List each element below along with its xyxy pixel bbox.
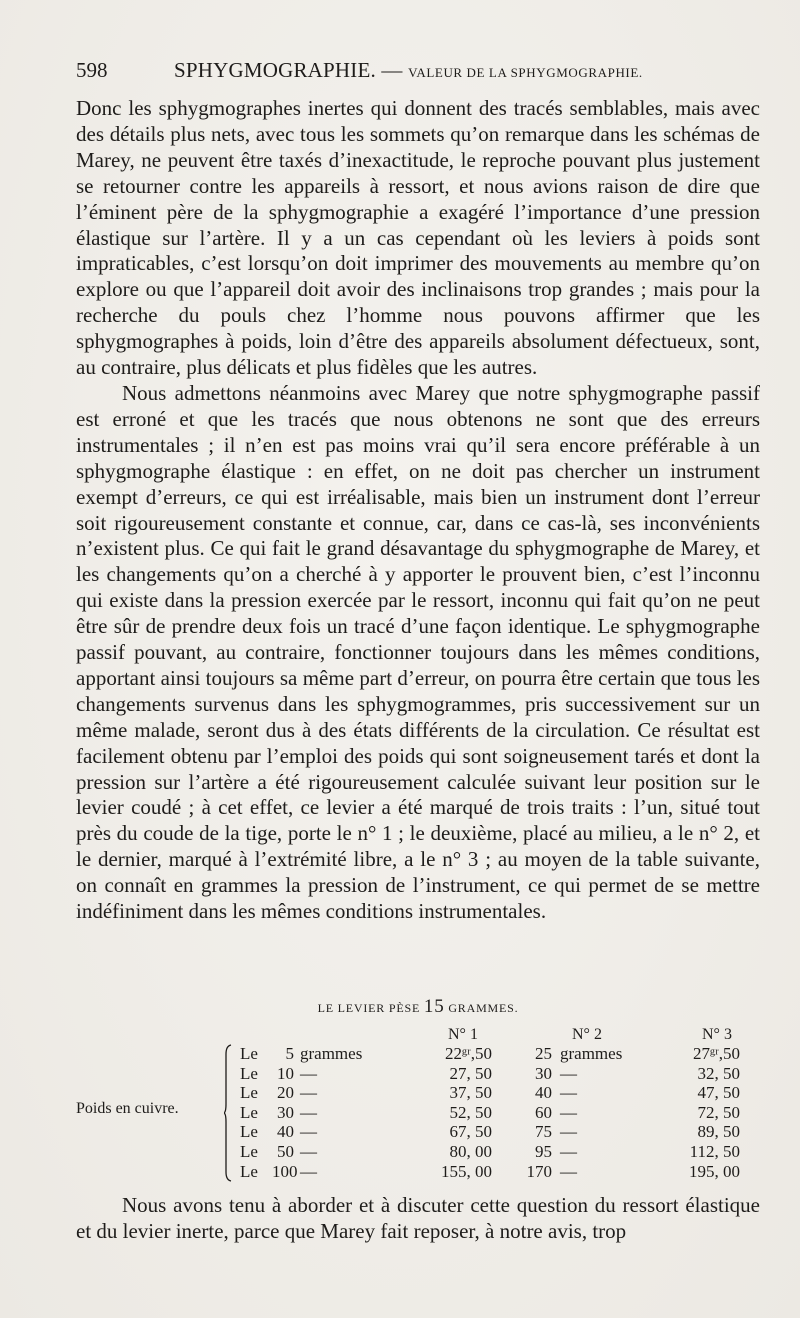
- row-le: Le: [240, 1063, 258, 1083]
- row-unit: —: [300, 1102, 317, 1122]
- row-weight: 5: [285, 1044, 294, 1063]
- row-le: Le: [240, 1044, 258, 1063]
- table-row: [76, 1103, 760, 1123]
- header-dash: —: [381, 58, 403, 82]
- row-value-n2: 40: [535, 1083, 552, 1103]
- row-weight: 50: [277, 1142, 294, 1161]
- page-header: [76, 58, 760, 88]
- row-value-n1: 155, 00: [441, 1161, 492, 1181]
- page-number: 598: [76, 58, 108, 82]
- row-unit: —: [300, 1083, 317, 1103]
- row-value-n3: 27ᵍʳ,50: [692, 1044, 740, 1063]
- row-weight: 10: [277, 1063, 294, 1083]
- row-value-n1: 67, 50: [449, 1122, 492, 1142]
- closing-text: [76, 1192, 760, 1244]
- running-title-main: SPHYGMOGRAPHIE.: [174, 58, 376, 82]
- row-value-n1: 52, 50: [449, 1102, 492, 1122]
- row-unit-n2: —: [560, 1122, 577, 1142]
- table-title-number: 15: [423, 996, 445, 1017]
- row-value-n2: 170: [526, 1161, 552, 1181]
- row-weight: 30: [277, 1102, 294, 1122]
- paragraph-3: Nous avons tenu à aborder et à discuter cette question du ressort élastique et du levier inerte, parce que Marey fait reposer, à notre avis, trop: [76, 1193, 760, 1243]
- row-value-n2: 25: [535, 1044, 552, 1063]
- section-title: VALEUR DE LA SPHYGMOGRAPHIE.: [408, 65, 643, 80]
- table-row: [76, 1064, 760, 1084]
- table-row: [76, 1083, 760, 1103]
- row-weight: 40: [277, 1122, 294, 1142]
- row-le: Le: [240, 1161, 258, 1181]
- row-value-n3: 72, 50: [697, 1102, 740, 1122]
- row-value-n2: 95: [535, 1142, 552, 1161]
- row-le: Le: [240, 1122, 258, 1142]
- paragraph-2: Nous admettons néanmoins avec Marey que notre sphygmographe passif est erroné et que les tracés que nous obtenons ne sont que des erreurs instrumentales ; il n’en est pas moins vrai qu’il sera encore préférable à un sphygmographe élastique : en effet, on ne doit pas chercher un instrument exempt d’erreurs, ce qui est irréalisable, mais bien un instrument dont l’erreur soit rigoureusement constante et connue, car, dans ce cas-là, ses inconvénients n’existent plus. Ce qui fait le grand désavantage du sphygmographe de Marey, et les changements qu’on a cherché à y apporter le prouvent bien, c’est l’inconnu qui existe dans la pression exercée par le ressort, inconnu qui fait qu’on ne peut être sûr de prendre deux fois un tracé d’une façon identique. Le sphygmographe passif pouvant, au contraire, fonctionner toujours dans les mêmes conditions, apportant ainsi toujours sa même part d’erreur, on pourra être certain que tous les changements survenus dans les sphygmogrammes, pris successivement sur un même malade, seront dus à des états différents de la circulation. Ce résultat est facilement obtenu par l’emploi des poids qui sont soigneusement tarés et dont la pression sur l’artère a été rigoureusement calculée suivant leur position sur le levier coudé ; à cet effet, ce levier a été marqué de trois traits : l’un, situé tout près du coude de la tige, porte le n° 1 ; le deuxième, placé au milieu, a le n° 2, et le dernier, marqué à l’extrémité libre, a le n° 3 ; au moyen de la table suivante, on connaît en grammes la pression de l’instrument, ce qui permet de se mettre indéfiniment dans les mêmes conditions instrumentales.: [76, 380, 760, 924]
- row-unit-n2: —: [560, 1083, 577, 1103]
- row-value-n1: 37, 50: [449, 1083, 492, 1103]
- row-unit-n2: —: [560, 1063, 577, 1083]
- weights-table: [76, 1018, 760, 1181]
- table-row: [76, 1162, 760, 1182]
- table-title: [76, 996, 760, 1018]
- row-value-n2: 75: [535, 1122, 552, 1142]
- row-value-n3: 112, 50: [689, 1142, 740, 1161]
- row-unit: grammes: [300, 1044, 363, 1063]
- row-value-n1: 80, 00: [449, 1142, 492, 1161]
- row-group-label: Poids en cuivre.: [76, 1100, 179, 1117]
- row-unit-n2: —: [560, 1102, 577, 1122]
- column-header-n3: N° 3: [702, 1026, 732, 1043]
- row-value-n2: 30: [535, 1063, 552, 1083]
- row-unit: —: [300, 1161, 317, 1181]
- row-unit: —: [300, 1142, 317, 1161]
- table-row: [76, 1122, 760, 1142]
- row-weight: 100: [272, 1161, 298, 1181]
- row-value-n2: 60: [535, 1102, 552, 1122]
- row-unit-n2: grammes: [560, 1044, 623, 1063]
- column-header-n2: N° 2: [572, 1026, 602, 1043]
- column-header-n1: N° 1: [448, 1026, 478, 1043]
- row-unit: —: [300, 1063, 317, 1083]
- table-row: [76, 1142, 760, 1162]
- row-unit: —: [300, 1122, 317, 1142]
- paragraph-1: Donc les sphygmographes inertes qui donnent des tracés semblables, mais avec des détails plus nets, avec tous les sommets qu’on remarque dans les schémas de Marey, ne peuvent être taxés d’inexactitude, le reproche pouvant plus justement se retourner contre les appareils à ressort, et nous avions raison de dire que l’éminent père de la sphygmographie a exagéré l’importance d’une pression élastique sur l’artère. Il y a un cas cependant où les leviers à poids sont impraticables, c’est lorsqu’on doit imprimer des mouvements au membre qu’on explore ou que l’appareil doit avoir des inclinaisons trop grandes ; mais pour la recherche du pouls chez l’homme nous pouvons affirmer que les sphygmographes à poids, loin d’être des appareils absolument défectueux, sont, au contraire, plus délicats et plus fidèles que les autres.: [76, 96, 760, 380]
- running-title: [174, 58, 643, 83]
- table-row: [76, 1044, 760, 1064]
- table-title-suffix: GRAMMES.: [448, 1001, 519, 1015]
- row-le: Le: [240, 1102, 258, 1122]
- row-unit-n2: —: [560, 1142, 577, 1161]
- row-value-n3: 89, 50: [697, 1122, 740, 1142]
- row-value-n3: 195, 00: [689, 1161, 740, 1181]
- body-text: [76, 96, 760, 925]
- row-weight: 20: [277, 1083, 294, 1103]
- row-value-n1: 22ᵍʳ,50: [444, 1044, 492, 1063]
- row-unit-n2: —: [560, 1161, 577, 1181]
- table-title-prefix: LE LEVIER PÈSE: [317, 1001, 421, 1015]
- row-le: Le: [240, 1142, 258, 1161]
- row-value-n3: 32, 50: [697, 1063, 740, 1083]
- row-value-n1: 27, 50: [449, 1063, 492, 1083]
- row-le: Le: [240, 1083, 258, 1103]
- row-value-n3: 47, 50: [697, 1083, 740, 1103]
